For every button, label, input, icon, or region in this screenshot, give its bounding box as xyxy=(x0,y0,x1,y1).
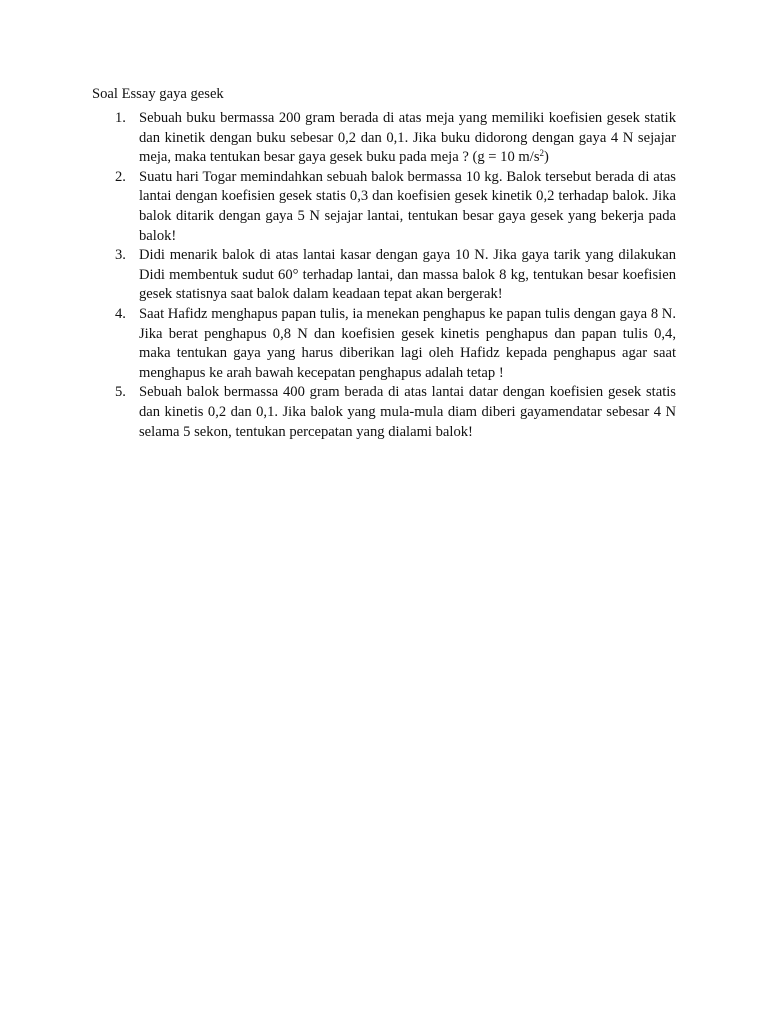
question-text: Saat Hafidz menghapus papan tulis, ia menekan penghapus ke papan tulis dengan gaya 8 N. Jika berat penghapus 0,8 N dan koefisien gesek kinetis penghapus dan papan tulis 0,4, maka tentukan gaya yang harus diberikan lagi oleh Hafidz kepada penghapus agar saat menghapus ke arah bawah kecepatan penghapus adalah tetap ! xyxy=(139,305,676,381)
document-title: Soal Essay gaya gesek xyxy=(92,86,224,102)
question-text-body: Sebuah buku bermassa 200 gram berada di atas meja yang memiliki koefisien gesek statik dan kinetik dengan buku sebesar 0,2 dan 0,1. Jika buku didorong dengan gaya 4 N sejajar meja, maka tentukan besar gaya gesek buku pada meja ? (g = 10 m/s xyxy=(139,110,676,166)
question-item-3 xyxy=(92,246,676,305)
question-number: 3. xyxy=(115,247,126,264)
question-text: Didi menarik balok di atas lantai kasar dengan gaya 10 N. Jika gaya tarik yang dilakukan Didi membentuk sudut 60° terhadap lantai, dan massa balok 8 kg, tentukan besar koefisien gesek statisnya saat balok dalam keadaan tepat akan bergerak! xyxy=(139,247,676,303)
question-number: 4. xyxy=(115,305,126,322)
question-text xyxy=(139,109,676,168)
question-number: 2. xyxy=(115,168,126,185)
question-item-2 xyxy=(92,168,676,246)
document-page xyxy=(92,84,676,442)
question-text-suffix: ) xyxy=(544,149,549,166)
question-number: 5. xyxy=(115,384,126,401)
question-item-1 xyxy=(92,109,676,168)
question-text: Sebuah balok bermassa 400 gram berada di atas lantai datar dengan koefisien gesek statis dan kinetis 0,2 dan 0,1. Jika balok yang mula-mula diam diberi gayamendatar sebesar 4 N selama 5 sekon, tentukan percepatan yang dialami balok! xyxy=(139,384,676,440)
question-item-4 xyxy=(92,305,676,383)
question-text: Suatu hari Togar memindahkan sebuah balok bermassa 10 kg. Balok tersebut berada di atas lantai dengan koefisien gesek statis 0,3 dan koefisien gesek kinetik 0,2 terhadap balok. Jika balok ditarik dengan gaya 5 N sejajar lantai, tentukan besar gaya gesek yang bekerja pada balok! xyxy=(139,168,676,244)
superscript-exponent: 2 xyxy=(539,148,545,159)
question-list xyxy=(92,109,676,442)
question-number: 1. xyxy=(115,110,126,126)
question-item-5 xyxy=(92,383,676,442)
